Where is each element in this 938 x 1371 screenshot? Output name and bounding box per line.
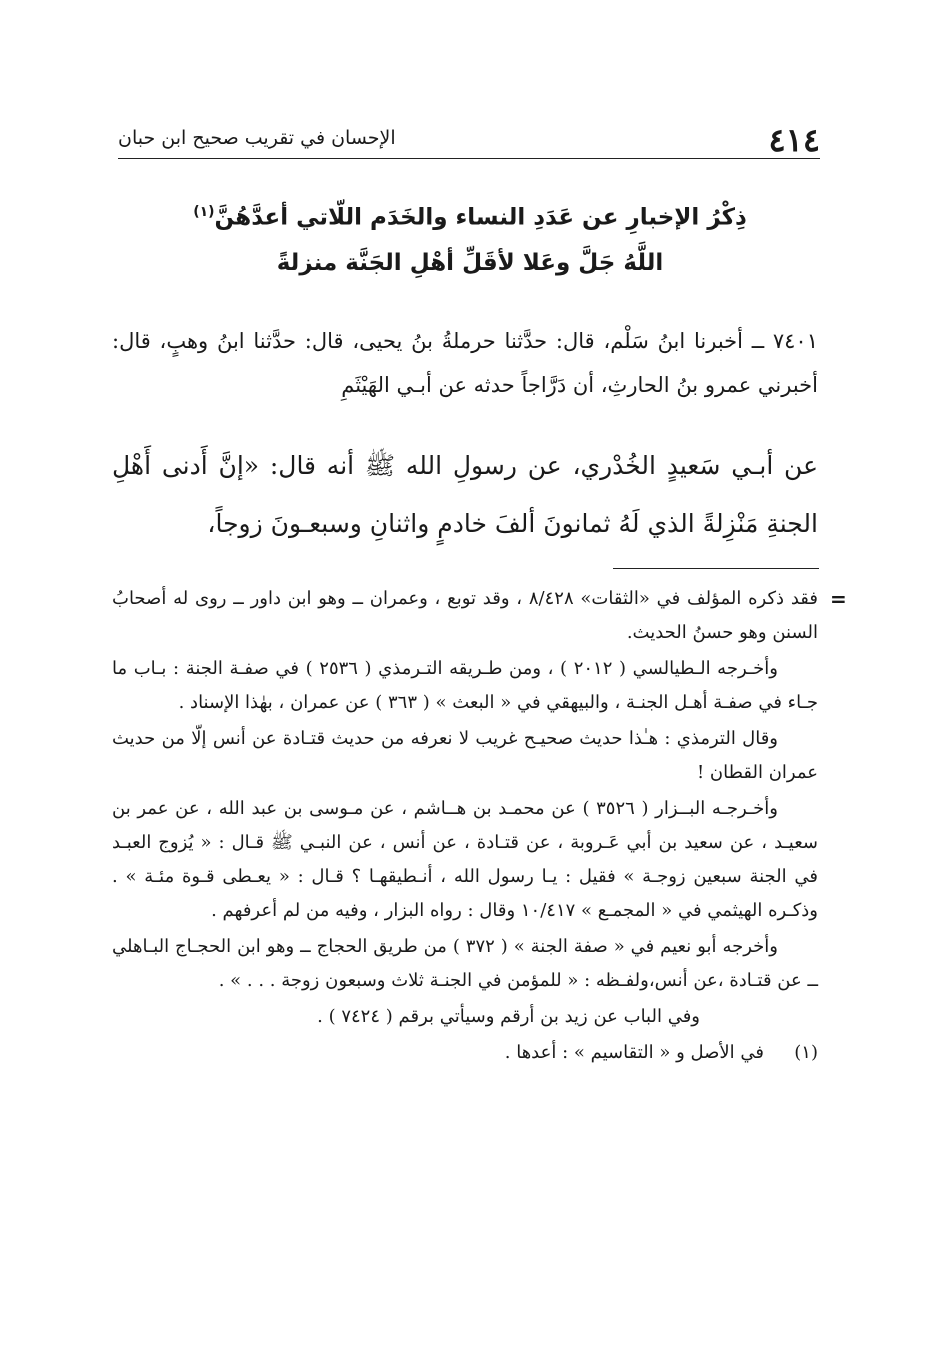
hadith-text: عن أبـي سَعيدٍ الخُدْري، عن رسولِ الله ﷺ أنه قال: «إنَّ أَدنى أَهْلِ الجنةِ مَنْزِلةً الذي لَهُ ثمانونَ ألفَ خادمٍ واثنانِ وسبعـونَ زوجاً، [112, 451, 818, 538]
footnote-paragraph: وأخـرجـه البــزار ( ٣٥٢٦ ) عن محمـد بن هــاشم ، عن مـوسى بن عبد الله ، عن عمر بن سعيـد ، عن سعيد بن أبي عَـروبة ، عن قتـادة ، عن أنس ، عن النبـي ﷺ قـال : « يُزوج العبـد في الجنة سبعين زوجـة » فقيل : يـا رسول الله ، أنـطيقهـا ؟ قـال : « يعـطى قـوة مئـة » . وذكـره الهيثمي في « المجمـع » ١٠/٤١٧ وقال : رواه البزار ، وفيه من لم أعرفهم . [112, 798, 818, 921]
section-heading [130, 190, 810, 286]
footnote-reference: (١) [193, 204, 215, 220]
footnote-number: (١) [794, 1042, 818, 1063]
heading-line-1 [130, 190, 810, 241]
footnote-paragraph: وقال الترمذي : هـٰذا حديث صحيـح غريب لا نعرفه من حديث قتـادة عن أنس إلّا من حديث عمران القطان ! [112, 728, 818, 783]
footnote-paragraph: وفي الباب عن زيد بن أرقم وسيأتي برقم ( ٧٤٢٤ ) . [317, 1006, 700, 1027]
page-number: ٤١٤ [768, 121, 820, 159]
footnote-paragraph: وأخرجه أبو نعيم في « صفة الجنة » ( ٣٧٢ ) من طريق الحجاج ــ وهو ابن الحجـاج البـاهلي ــ عن قتـادة ،عن أنس،ولفـظه : « للمؤمن في الجنـة ثلاث وسبعون زوجة . . . » . [112, 936, 818, 991]
hadith-chain: ٧٤٠١ ــ أخبرنا ابنُ سَلْم، قال: حدَّثنا حرملةُ بنُ يحيى، قال: حدَّثنا ابنُ وهبٍ، قال: أخبرني عمرو بنُ الحارثِ، أن دَرَّاجاً حدثه عن أبـي الهَيْثَمِ [112, 329, 818, 397]
running-header [118, 118, 820, 159]
continuation-mark: = [830, 587, 847, 611]
footnote-1 [112, 1036, 818, 1070]
footnote-paragraph: وأخـرجه الـطيالسي ( ٢٠١٢ ) ، ومن طـريقه التـرمذي ( ٢٥٣٦ ) في صفـة الجنة : بـاب ما جـاء في صفـة أهـل الجنـة ، والبيهقي في « البعث » ( ٣٦٣ ) عن عمران ، بهٰذا الإسناد . [112, 658, 818, 713]
footnote-divider [613, 568, 819, 569]
footnotes [112, 582, 818, 1070]
running-title: الإحسان في تقريب صحيح ابن حبان [118, 127, 396, 149]
heading-line-1-text: ذِكْرُ الإخبارِ عن عَدَدِ النساء والخَدَم اللّاتي أعدَّهُنَّ [214, 204, 747, 231]
heading-line-2: اللَّهُ جَلَّ وعَلا لأقَلِّ أهْلِ الجَنَّة منزلةً [276, 249, 664, 276]
footnote-text: في الأصل و « التقاسيم » : أعدها . [504, 1042, 764, 1063]
footnote-paragraph: فقد ذكره المؤلف في «الثقات» ٨/٤٢٨ ، وقد توبع ، وعمران ــ وهو ابن داور ــ روى له أصحابُ السنن وهو حسنُ الحديث. [112, 588, 818, 643]
